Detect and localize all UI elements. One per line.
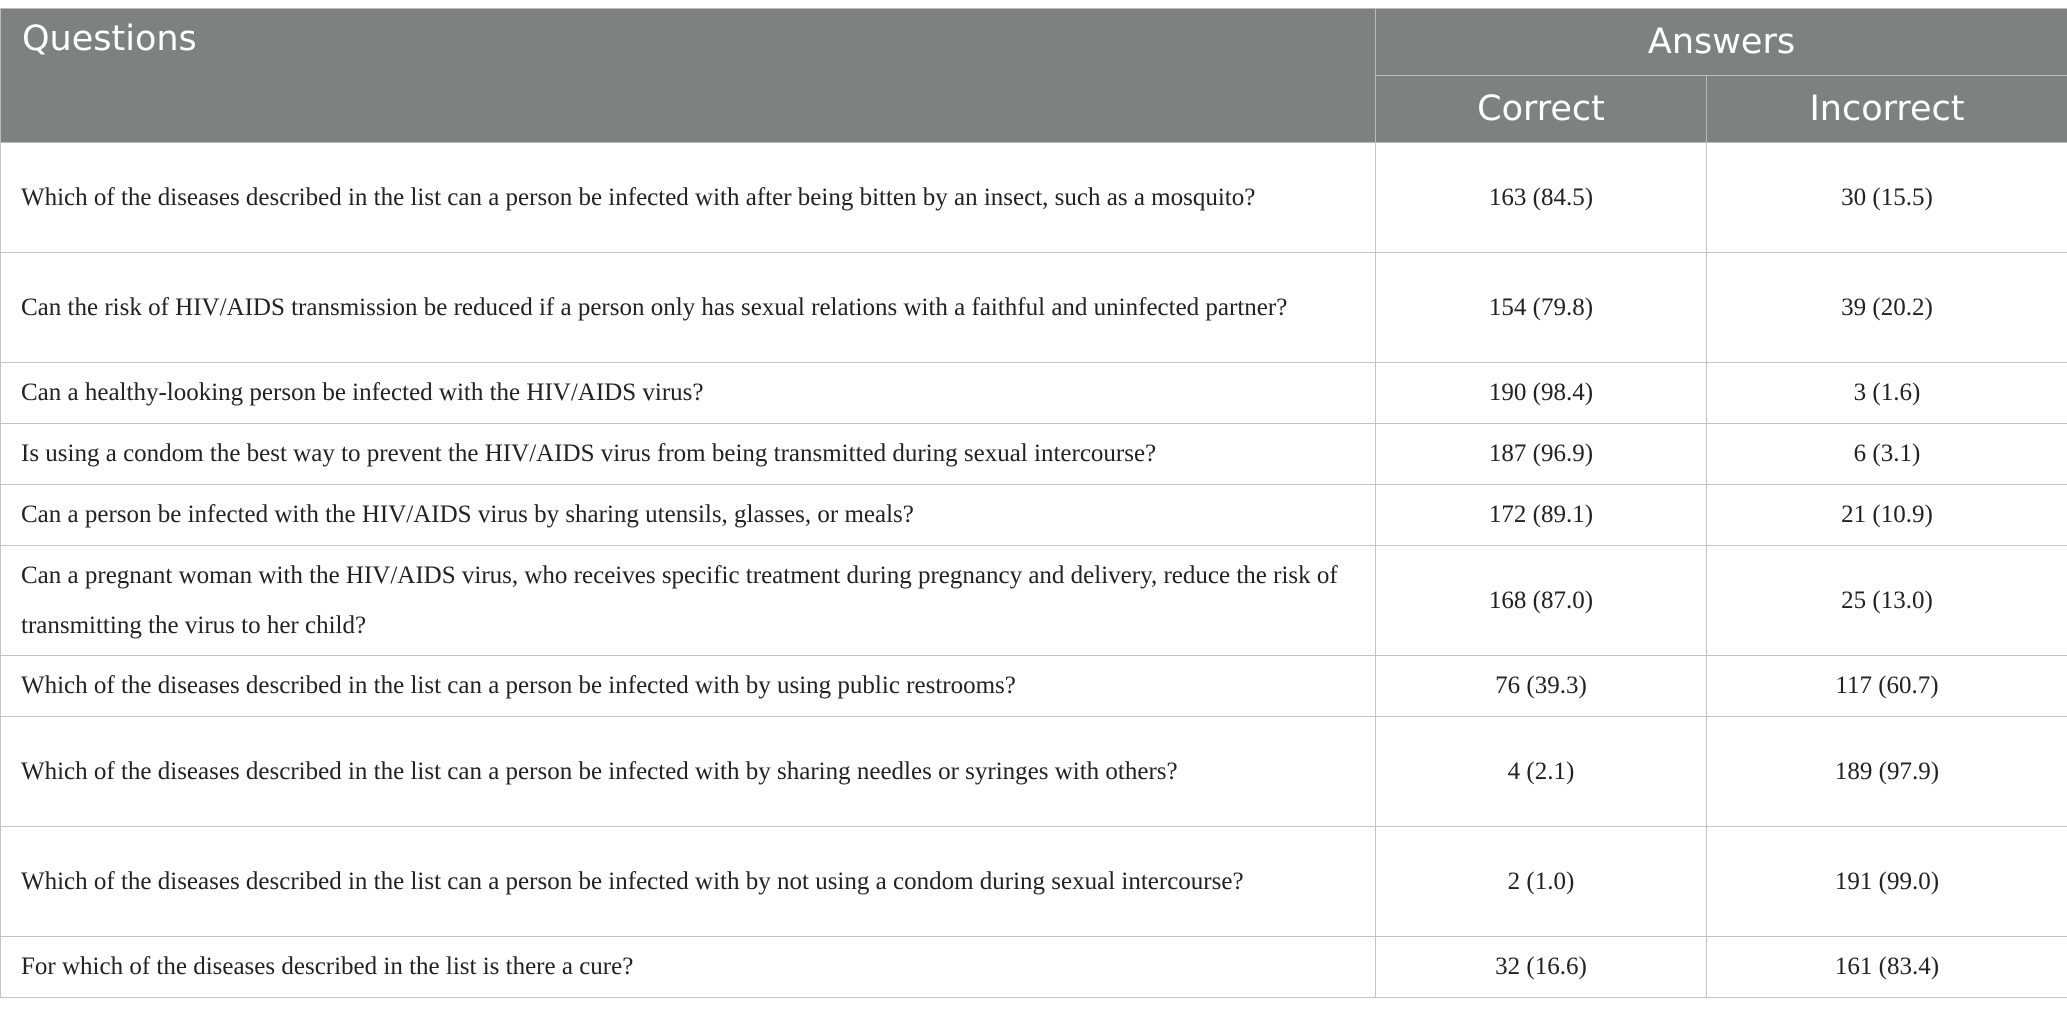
table-row xyxy=(1,424,2067,485)
question-cell: Which of the diseases described in the list can a person be infected with by not using a condom during sexual intercourse? xyxy=(1,827,1376,937)
correct-cell: 163 (84.5) xyxy=(1376,143,1707,253)
incorrect-cell: 30 (15.5) xyxy=(1707,143,2067,253)
correct-cell: 154 (79.8) xyxy=(1376,253,1707,363)
table-row xyxy=(1,717,2067,827)
incorrect-cell: 161 (83.4) xyxy=(1707,937,2067,998)
incorrect-cell: 6 (3.1) xyxy=(1707,424,2067,485)
incorrect-cell: 117 (60.7) xyxy=(1707,656,2067,717)
correct-cell: 168 (87.0) xyxy=(1376,546,1707,656)
incorrect-cell: 191 (99.0) xyxy=(1707,827,2067,937)
table-row xyxy=(1,546,2067,656)
incorrect-cell: 21 (10.9) xyxy=(1707,485,2067,546)
table-row xyxy=(1,656,2067,717)
correct-cell: 76 (39.3) xyxy=(1376,656,1707,717)
table-row xyxy=(1,363,2067,424)
question-cell: Is using a condom the best way to prevent the HIV/AIDS virus from being transmitted during sexual intercourse? xyxy=(1,424,1376,485)
question-cell: Can the risk of HIV/AIDS transmission be reduced if a person only has sexual relations with a faithful and uninfected partner? xyxy=(1,253,1376,363)
table-row xyxy=(1,937,2067,998)
correct-header: Correct xyxy=(1376,76,1707,143)
results-table-container xyxy=(0,8,2067,998)
question-cell: Which of the diseases described in the list can a person be infected with by using public restrooms? xyxy=(1,656,1376,717)
incorrect-cell: 39 (20.2) xyxy=(1707,253,2067,363)
table-row xyxy=(1,827,2067,937)
correct-cell: 190 (98.4) xyxy=(1376,363,1707,424)
incorrect-cell: 3 (1.6) xyxy=(1707,363,2067,424)
incorrect-cell: 25 (13.0) xyxy=(1707,546,2067,656)
correct-cell: 4 (2.1) xyxy=(1376,717,1707,827)
question-cell: Can a pregnant woman with the HIV/AIDS virus, who receives specific treatment during pregnancy and delivery, reduce the risk of transmitting the virus to her child? xyxy=(1,546,1376,656)
table-body xyxy=(1,143,2067,998)
question-cell: Can a person be infected with the HIV/AIDS virus by sharing utensils, glasses, or meals? xyxy=(1,485,1376,546)
question-cell: Which of the diseases described in the list can a person be infected with after being bitten by an insect, such as a mosquito? xyxy=(1,143,1376,253)
table-header xyxy=(1,9,2067,143)
question-cell: Can a healthy-looking person be infected with the HIV/AIDS virus? xyxy=(1,363,1376,424)
question-cell: Which of the diseases described in the list can a person be infected with by sharing needles or syringes with others? xyxy=(1,717,1376,827)
table-row xyxy=(1,143,2067,253)
correct-cell: 187 (96.9) xyxy=(1376,424,1707,485)
table-row xyxy=(1,485,2067,546)
results-table xyxy=(0,8,2067,998)
correct-cell: 172 (89.1) xyxy=(1376,485,1707,546)
table-row xyxy=(1,253,2067,363)
questions-header: Questions xyxy=(1,9,1376,143)
incorrect-header: Incorrect xyxy=(1707,76,2067,143)
answers-header: Answers xyxy=(1376,9,2067,76)
question-cell: For which of the diseases described in the list is there a cure? xyxy=(1,937,1376,998)
correct-cell: 32 (16.6) xyxy=(1376,937,1707,998)
incorrect-cell: 189 (97.9) xyxy=(1707,717,2067,827)
correct-cell: 2 (1.0) xyxy=(1376,827,1707,937)
